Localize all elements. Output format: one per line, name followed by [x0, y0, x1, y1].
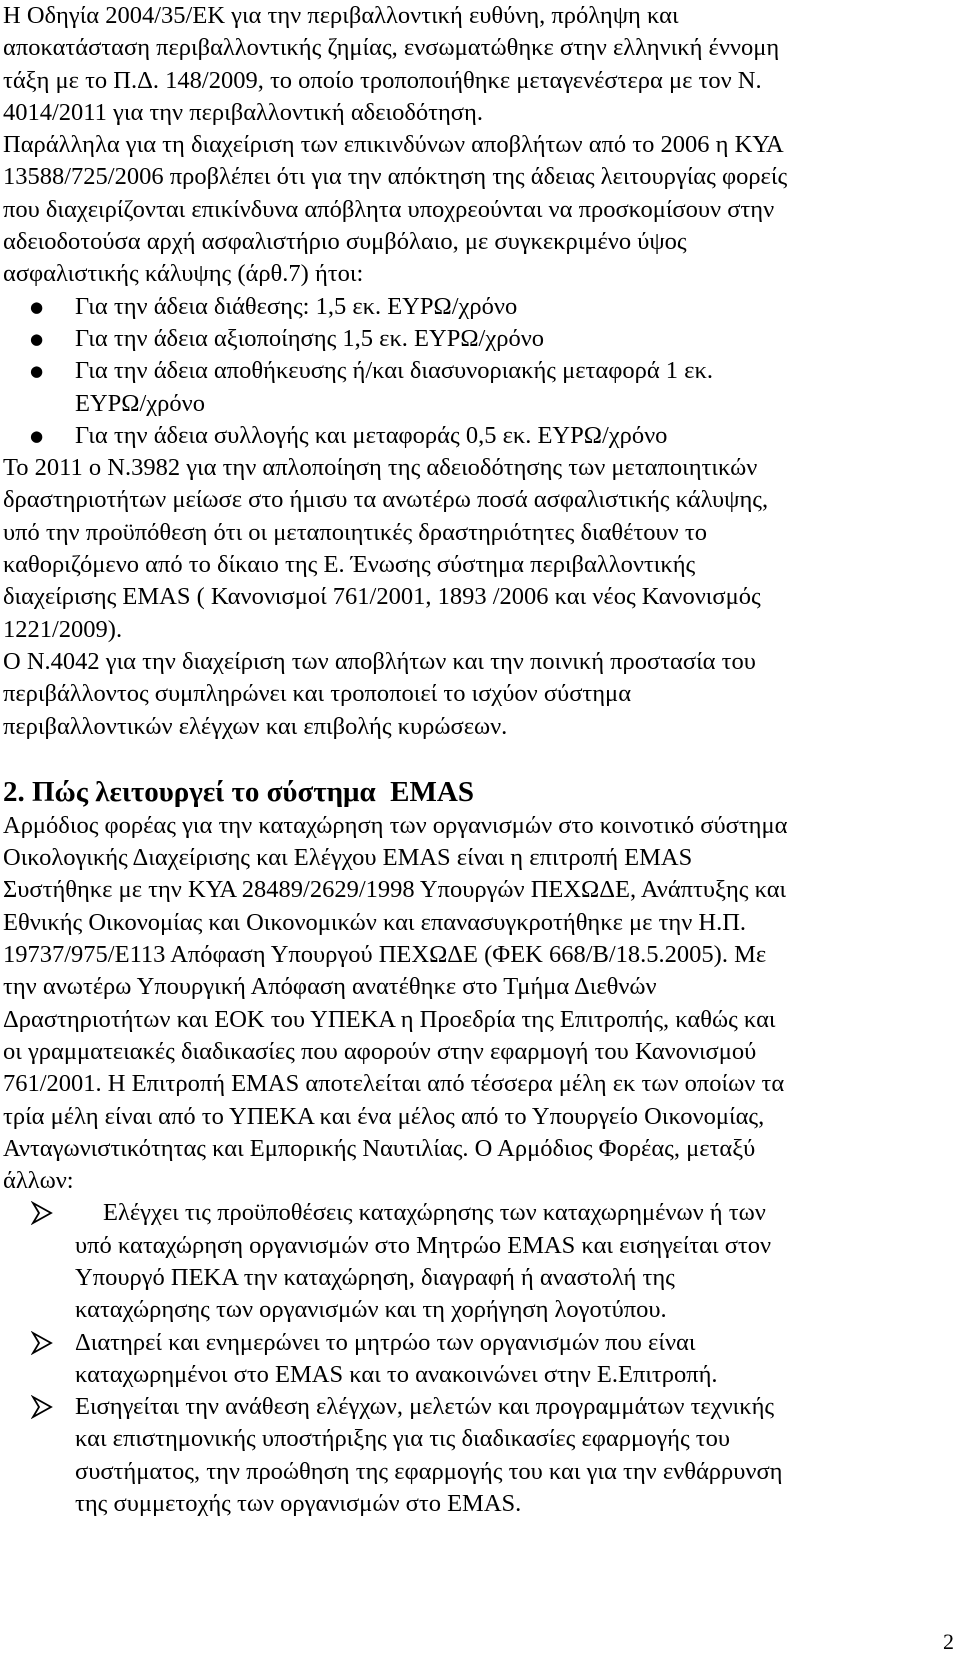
text-line: Το 2011 ο Ν.3982 για την απλοποίηση της αδειοδότησης των μεταποιητικών: [3, 454, 758, 482]
list-item-line: καταχώρησης των οργανισμών και τη χορήγηση λογοτύπου.: [75, 1296, 667, 1324]
text-line: άλλων:: [3, 1167, 74, 1195]
intro-paragraph: [3, 0, 953, 129]
list-item: [3, 1327, 953, 1392]
list-item-line: Διατηρεί και ενημερώνει το μητρώο των οργανισμών που είναι: [75, 1328, 696, 1356]
text-line: τάξη με το Π.Δ. 148/2009, το οποίο τροποποιήθηκε μεταγενέστερα με τον Ν.: [3, 66, 762, 94]
text-line: Η Οδηγία 2004/35/ΕΚ για την περιβαλλοντική ευθύνη, πρόληψη και: [3, 2, 679, 29]
list-item-line: υπό καταχώρηση οργανισμών στο Μητρώο EMAS και εισηγείται στον: [75, 1231, 772, 1259]
list-item-line: Ελέγχει τις προϋποθέσεις καταχώρησης των καταχωρημένων ή των: [103, 1199, 766, 1227]
bullet-icon: ●: [30, 297, 44, 316]
section-title: Πώς λειτουργεί το σύστημα EMAS: [32, 775, 474, 808]
list-item-line: καταχωρημένοι στο EMAS και το ανακοινώνει στην Ε.Επιτροπή.: [75, 1360, 718, 1388]
list-item: [3, 1197, 953, 1326]
law-3982-paragraph: [3, 452, 953, 646]
text-line: 761/2001. Η Επιτροπή EMAS αποτελείται από τέσσερα μέλη εκ των οποίων τα: [3, 1070, 785, 1098]
list-item-line: και επιστημονικής υποστήριξης για τις διαδικασίες εφαρμογής του: [75, 1425, 731, 1453]
list-item-line: Εισηγείται την ανάθεση ελέγχων, μελετών και προγραμμάτων τεχνικής: [75, 1393, 775, 1421]
list-item: [3, 420, 953, 452]
list-item-line: Για την άδεια αποθήκευσης ή/και διασυνοριακής μεταφορά 1 εκ.: [75, 357, 713, 385]
text-line: Δραστηριοτήτων και ΕΟΚ του ΥΠΕΚΑ η Προεδρία της Επιτροπής, καθώς και: [3, 1005, 776, 1033]
text-line: αδειοδοτούσα αρχή ασφαλιστήριο συμβόλαιο, με συγκεκριμένο ύψος: [3, 228, 687, 256]
text-line: την ανωτέρω Υπουργική Απόφαση ανατέθηκε στο Τμήμα Διεθνών: [3, 973, 657, 1001]
list-item: [3, 291, 953, 323]
text-line: καθοριζόμενο από το δίκαιο της Ε. Ένωσης σύστημα περιβαλλοντικής: [3, 551, 696, 579]
list-item-line: συστήματος, την προώθηση της εφαρμογής του και για την ενθάρρυνση: [75, 1457, 783, 1485]
arrowhead-bullet-icon: [31, 1331, 53, 1355]
text-line: 1221/2009).: [3, 615, 123, 643]
text-line: Εθνικής Οικονομίας και Οικονομικών και επανασυγκροτήθηκε με την Η.Π.: [3, 908, 747, 936]
text-line: υπό την προϋπόθεση ότι οι μεταποιητικές δραστηριότητες διαθέτουν το: [3, 518, 707, 546]
duty-bullet-list: [3, 1197, 953, 1520]
section-heading: [3, 775, 953, 810]
emas-paragraph: [3, 810, 953, 1198]
text-line: Ανταγωνιστικότητας και Εμπορικής Ναυτιλίας. Ο Αρμόδιος Φορέας, μεταξύ: [3, 1134, 756, 1162]
text-line: Συστήθηκε με την ΚΥΑ 28489/2629/1998 Υπουργών ΠΕΧΩΔΕ, Ανάπτυξης και: [3, 876, 787, 904]
text-line: 4014/2011 για την περιβαλλοντική αδειοδότηση.: [3, 98, 483, 126]
text-line: δραστηριοτήτων μείωσε στο ήμισυ τα ανωτέρω ποσά ασφαλιστικής κάλυψης,: [3, 486, 769, 514]
text-line: Ο Ν.4042 για την διαχείριση των αποβλήτων και την ποινική προστασία του: [3, 647, 756, 675]
arrowhead-bullet-icon: [31, 1395, 53, 1419]
text-line: αποκατάσταση περιβαλλοντικής ζημίας, ενσωματώθηκε στην ελληνική έννομη: [3, 34, 780, 62]
text-line: περιβαλλοντικών ελέγχων και επιβολής κυρώσεων.: [3, 712, 508, 740]
kya-paragraph: [3, 129, 953, 290]
bullet-icon: ●: [30, 362, 44, 381]
text-line: 13588/725/2006 προβλέπει ότι για την απόκτηση της άδειας λειτουργίας φορείς: [3, 163, 788, 191]
list-item: [3, 355, 953, 420]
list-item-line: Για την άδεια διάθεσης: 1,5 εκ. ΕΥΡΩ/χρόνο: [75, 292, 518, 320]
text-line: περιβάλλοντος συμπληρώνει και τροποποιεί το ισχύον σύστημα: [3, 680, 632, 708]
section-number: 2.: [3, 775, 25, 808]
text-line: Αρμόδιος φορέας για την καταχώρηση των οργανισμών στο κοινοτικό σύστημα: [3, 811, 788, 839]
list-item-line: της συμμετοχής των οργανισμών στο EMAS.: [75, 1490, 522, 1518]
text-line: τρία μέλη είναι από το ΥΠΕΚΑ και ένα μέλος από το Υπουργείο Οικονομίας,: [3, 1102, 765, 1130]
text-line: 19737/975/Ε113 Απόφαση Υπουργού ΠΕΧΩΔΕ (ΦΕΚ 668/Β/18.5.2005). Με: [3, 941, 767, 969]
bullet-icon: ●: [30, 329, 44, 348]
list-item-line: Υπουργό ΠΕΚΑ την καταχώρηση, διαγραφή ή αναστολή της: [75, 1263, 675, 1291]
list-item-line: Για την άδεια συλλογής και μεταφοράς 0,5 εκ. ΕΥΡΩ/χρόνο: [75, 421, 668, 449]
insurance-bullet-list: [3, 291, 953, 452]
text-line: Οικολογικής Διαχείρισης και Ελέγχου EMAS είναι η επιτροπή EMAS: [3, 844, 693, 872]
text-line: Παράλληλα για τη διαχείριση των επικινδύνων αποβλήτων από το 2006 η ΚΥΑ: [3, 131, 784, 159]
text-line: οι γραμματειακές διαδικασίες που αφορούν στην εφαρμογή του Κανονισμού: [3, 1037, 757, 1065]
law-4042-paragraph: [3, 646, 953, 743]
page-body: [3, 0, 953, 1520]
arrowhead-bullet-icon: [31, 1201, 53, 1225]
bullet-icon: ●: [30, 426, 44, 445]
text-line: ασφαλιστικής κάλυψης (άρθ.7) ήτοι:: [3, 260, 364, 288]
text-line: που διαχειρίζονται επικίνδυνα απόβλητα υποχρεούνται να προσκομίσουν στην: [3, 195, 775, 223]
text-line: διαχείρισης EMAS ( Κανονισμοί 761/2001, 1893 /2006 και νέος Κανονισμός: [3, 583, 761, 611]
list-item: [3, 1391, 953, 1520]
list-item-line: ΕΥΡΩ/χρόνο: [75, 389, 205, 417]
page-number: 2: [943, 1629, 954, 1654]
list-item: [3, 323, 953, 355]
list-item-line: Για την άδεια αξιοποίησης 1,5 εκ. ΕΥΡΩ/χρόνο: [75, 324, 545, 352]
